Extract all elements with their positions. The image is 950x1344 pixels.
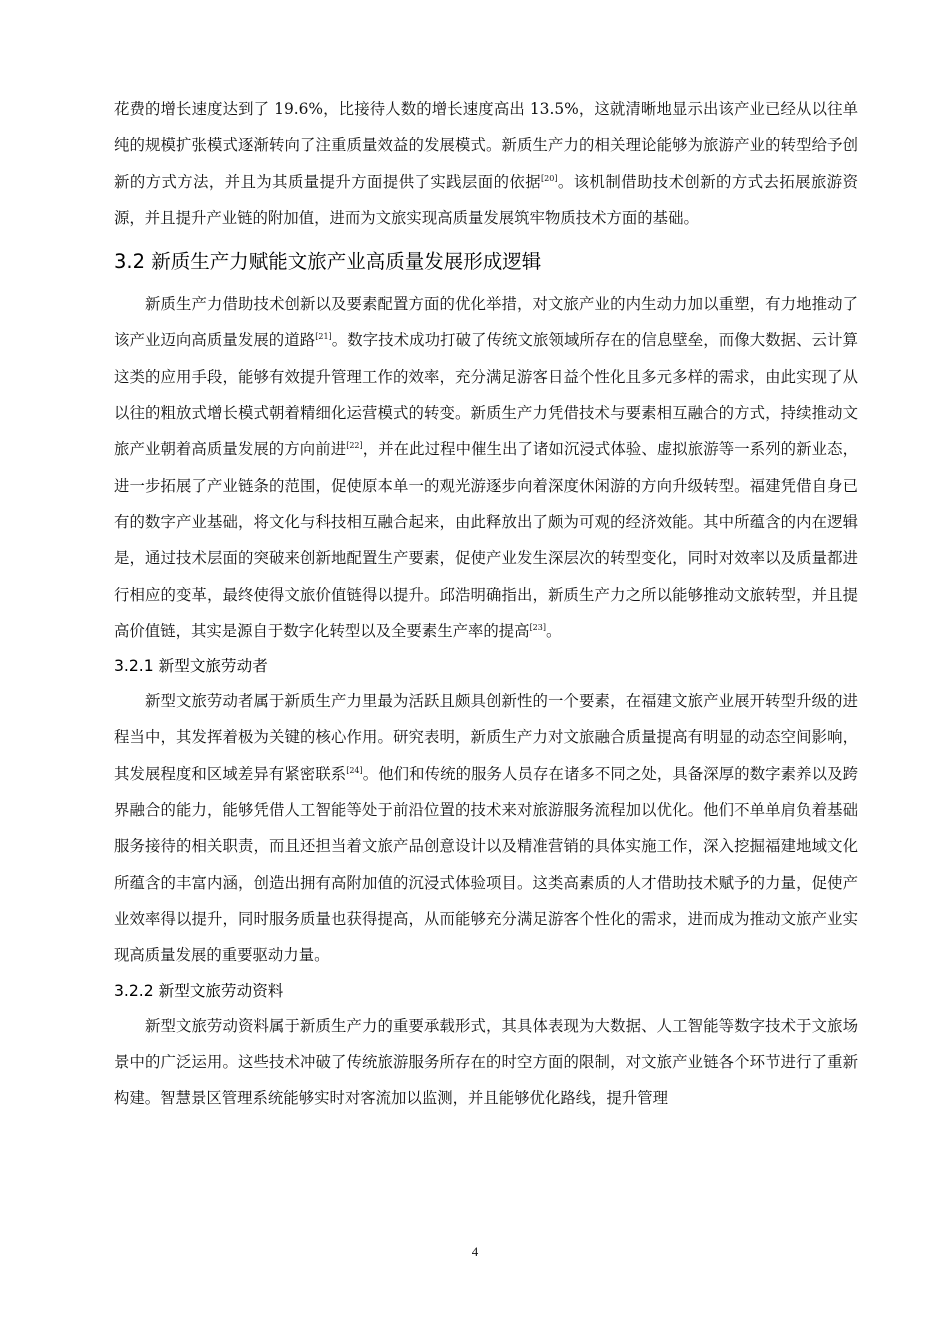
- paragraph-text: 花费的增长速度达到了 19.6%，比接待人数的增长速度高出 13.5%，这就清晰地显示出该产业已经从以往单纯的规模扩张模式逐渐转向了注重质量效益的发展模式。新质生产力的相关理论能够为旅游产业的转型给予创新的方式方法，并且为其质量提升方面提供了实践层面的依据: [114, 100, 858, 191]
- paragraph-continued: [114, 91, 858, 236]
- paragraph-text: 。他们和传统的服务人员存在诸多不同之处，具备深厚的数字素养以及跨界融合的能力，能够凭借人工智能等处于前沿位置的技术来对旅游服务流程加以优化。他们不单单肩负着基础服务接待的相关职责，而且还担当着文旅产品创意设计以及精准营销的具体实施工作，深入挖掘福建地域文化所蕴含的丰富内涵，创造出拥有高附加值的沉浸式体验项目。这类高素质的人才借助技术赋予的力量，促使产业效率得以提升，同时服务质量也获得提高，从而能够充分满足游客个性化的需求，进而成为推动文旅产业实现高质量发展的重要驱动力量。: [114, 764, 858, 965]
- subsection-heading-3-2-1: 3.2.1 新型文旅劳动者: [114, 657, 268, 676]
- section-heading-3-2: 3.2 新质生产力赋能文旅产业高质量发展形成逻辑: [114, 250, 542, 274]
- citation: [22]: [346, 441, 363, 451]
- paragraph-3-2: [114, 286, 858, 649]
- paragraph-text: 。: [545, 621, 562, 640]
- page-number: 4: [471, 1244, 479, 1259]
- citation: [23]: [529, 622, 546, 632]
- subsection-heading-3-2-2: 3.2.2 新型文旅劳动资料: [114, 981, 284, 1000]
- paragraph-text: 。该机制借助技术创新的方式去拓展旅游资源，并且提升产业链的附加值，进而为文旅实现高质量发展筑牢物质技术方面的基础。: [114, 172, 858, 227]
- page-content: [114, 91, 858, 1116]
- citation: [21]: [315, 332, 332, 342]
- paragraph-text: ，并在此过程中催生出了诸如沉浸式体验、虚拟旅游等一系列的新业态，进一步拓展了产业链条的范围，促使原本单一的观光游逐步向着深度休闲游的方向升级转型。福建凭借自身已有的数字产业基础，将文化与科技相互融合起来，由此释放出了颇为可观的经济效能。其中所蕴含的内在逻辑是，通过技术层面的突破来创新地配置生产要素，促使产业发生深层次的转型变化，同时对效率以及质量都进行相应的变革，最终使得文旅价值链得以提升。邱浩明确指出，新质生产力之所以能够推动文旅转型，并且提高价值链，其实是源自于数字化转型以及全要素生产率的提高: [114, 440, 858, 640]
- paragraph-3-2-1: [114, 683, 858, 973]
- paragraph-text: 新型文旅劳动者属于新质生产力里最为活跃且颇具创新性的一个要素，在福建文旅产业展开转型升级的进程当中，其发挥着极为关键的核心作用。研究表明，新质生产力对文旅融合质量提高有明显的动态空间影响，其发展程度和区域差异有紧密联系: [114, 692, 858, 783]
- paragraph-text: 。数字技术成功打破了传统文旅领域所存在的信息壁垒，而像大数据、云计算这类的应用手段，能够有效提升管理工作的效率，充分满足游客日益个性化且多元多样的需求，由此实现了从以往的粗放式增长模式朝着精细化运营模式的转变。新质生产力凭借技术与要素相互融合的方式，持续推动文旅产业朝着高质量发展的方向前进: [114, 331, 858, 459]
- paragraph-text: 新质生产力借助技术创新以及要素配置方面的优化举措，对文旅产业的内生动力加以重塑，有力地推动了该产业迈向高质量发展的道路: [114, 295, 858, 350]
- paragraph-text: 新型文旅劳动资料属于新质生产力的重要承载形式，其具体表现为大数据、人工智能等数字技术于文旅场景中的广泛运用。这些技术冲破了传统旅游服务所存在的时空方面的限制，对文旅产业链各个环节进行了重新构建。智慧景区管理系统能够实时对客流加以监测，并且能够优化路线，提升管理: [114, 1016, 858, 1108]
- citation: [20]: [541, 173, 558, 183]
- citation: [24]: [346, 765, 363, 775]
- paragraph-3-2-2: [114, 1008, 858, 1117]
